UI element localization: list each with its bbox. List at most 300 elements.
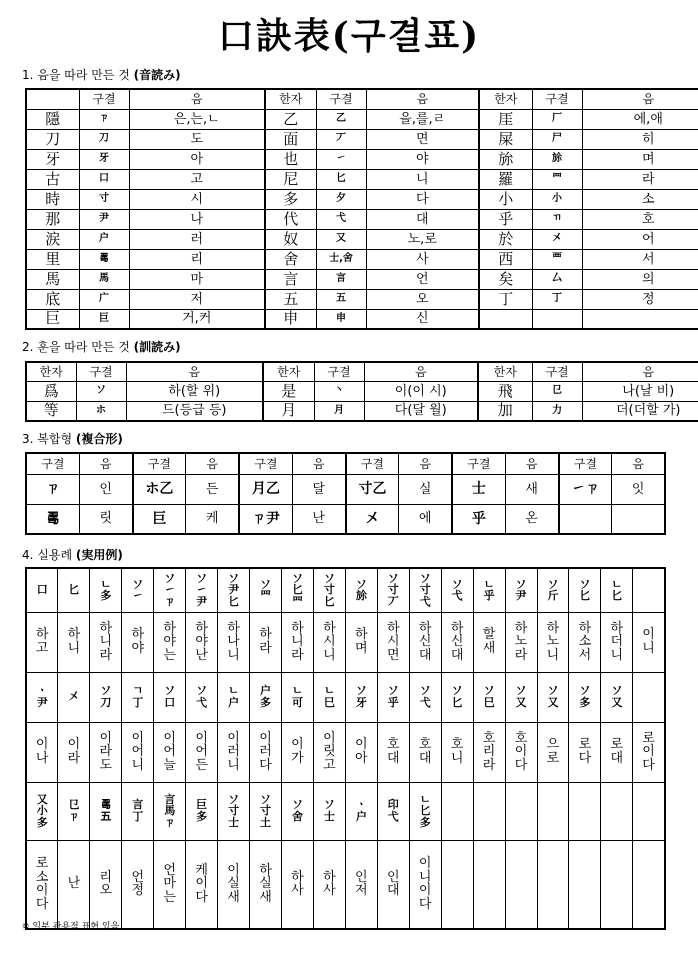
table-cell bbox=[186, 782, 218, 840]
table-cell bbox=[282, 722, 314, 782]
reading-text: 이나 bbox=[35, 737, 49, 766]
table-cell: 㐅 bbox=[532, 229, 582, 249]
table-row bbox=[26, 474, 665, 504]
gugyeol-mark: ソ舍 bbox=[291, 798, 303, 823]
table-cell: 言 bbox=[316, 269, 366, 289]
table-cell bbox=[441, 840, 473, 929]
reading-text: 으로 bbox=[546, 737, 560, 766]
table-cell: 巨 bbox=[79, 309, 129, 329]
column-header: 음 bbox=[582, 362, 698, 381]
table-cell bbox=[532, 309, 582, 329]
reading-text: 하시니 bbox=[323, 620, 336, 663]
table-cell: 匕 bbox=[316, 169, 366, 189]
table-cell: 言 bbox=[265, 269, 316, 289]
reading-text: 인저 bbox=[355, 869, 368, 899]
table-cell: 刀 bbox=[79, 129, 129, 149]
table-row bbox=[26, 249, 698, 269]
table-cell bbox=[154, 672, 186, 722]
reading-text: 이니이다 bbox=[418, 855, 432, 912]
table-cell: 리 bbox=[129, 249, 265, 269]
table-cell bbox=[58, 568, 90, 612]
table-cell: 力 bbox=[532, 401, 582, 421]
reading-text: 호대 bbox=[386, 737, 400, 766]
table-cell: 나(날 비) bbox=[582, 381, 698, 401]
reading-text: 이러니 bbox=[227, 730, 240, 773]
gugyeol-mark: ソ又 bbox=[547, 684, 559, 709]
gugyeol-mark: ソ寸丆 bbox=[387, 571, 399, 609]
table-cell bbox=[409, 612, 441, 672]
table-cell: 尸 bbox=[532, 129, 582, 149]
table-cell: 牙 bbox=[26, 149, 79, 169]
table-usage-examples bbox=[25, 567, 666, 930]
table-cell bbox=[186, 840, 218, 929]
table-cell bbox=[441, 782, 473, 840]
gugyeol-mark: ㆍ户 bbox=[355, 798, 367, 823]
gugyeol-mark: ソ寸士 bbox=[228, 792, 240, 829]
table-cell: 奴 bbox=[265, 229, 316, 249]
gugyeol-mark: ソ又 bbox=[515, 684, 527, 709]
table-cell: 那 bbox=[26, 209, 79, 229]
table-cell bbox=[313, 840, 345, 929]
table-cell: 㔾 bbox=[532, 381, 582, 401]
table-cell bbox=[377, 782, 409, 840]
column-header: 구결 bbox=[239, 453, 292, 474]
reading-text: 하야는 bbox=[163, 620, 176, 663]
table-cell: 罒 bbox=[532, 169, 582, 189]
table-cell bbox=[282, 612, 314, 672]
gugyeol-mark: 印弋 bbox=[387, 798, 399, 823]
table-cell: 於 bbox=[479, 229, 532, 249]
table-cell bbox=[537, 672, 569, 722]
reading-text: 할새 bbox=[482, 627, 496, 656]
reading-text: 호니 bbox=[450, 737, 464, 766]
table-cell bbox=[90, 612, 122, 672]
table-cell: 又 bbox=[316, 229, 366, 249]
table-cell bbox=[601, 568, 633, 612]
table-cell bbox=[154, 612, 186, 672]
table-cell: 羅 bbox=[479, 169, 532, 189]
table-row bbox=[26, 504, 665, 534]
column-header: 음 bbox=[505, 453, 558, 474]
table-cell: 夕 bbox=[316, 189, 366, 209]
table-cell bbox=[313, 568, 345, 612]
column-header: 음 bbox=[399, 453, 452, 474]
gugyeol-mark: ソ巳 bbox=[483, 684, 495, 709]
table-cell: 里 bbox=[26, 249, 79, 269]
table-cell: 古 bbox=[26, 169, 79, 189]
table-cell bbox=[569, 722, 601, 782]
table-cell bbox=[26, 672, 58, 722]
reading-text: 리오 bbox=[99, 869, 113, 899]
table-cell: 𠷎 bbox=[26, 504, 79, 534]
table-cell bbox=[537, 568, 569, 612]
table-cell: 아 bbox=[129, 149, 265, 169]
table-cell bbox=[26, 840, 58, 929]
table-cell bbox=[569, 568, 601, 612]
table-cell: 케 bbox=[186, 504, 239, 534]
gugyeol-mark: ㄱ丁 bbox=[132, 684, 144, 709]
gugyeol-mark: ソ寸匕 bbox=[323, 571, 335, 609]
table-cell: 인 bbox=[79, 474, 132, 504]
gugyeol-mark: ソ刀 bbox=[100, 684, 112, 709]
reading-text: 하사 bbox=[291, 869, 304, 899]
table-cell bbox=[313, 722, 345, 782]
table-cell: ㄗ尹 bbox=[239, 504, 292, 534]
column-header: 구결 bbox=[76, 362, 126, 381]
table-cell: 巨 bbox=[26, 309, 79, 329]
table-cell: 노,로 bbox=[366, 229, 479, 249]
table-cell bbox=[537, 722, 569, 782]
section-subtitle: (訓読み) bbox=[133, 340, 181, 354]
table-cell bbox=[345, 568, 377, 612]
table-cell bbox=[377, 840, 409, 929]
reading-text: 하나니 bbox=[227, 620, 240, 663]
reading-text: 하고 bbox=[35, 627, 49, 656]
table-cell bbox=[505, 782, 537, 840]
table-cell: 丶 bbox=[314, 381, 364, 401]
table-cell bbox=[612, 504, 665, 534]
table-cell: 오 bbox=[366, 289, 479, 309]
reading-text: 호리라 bbox=[482, 730, 496, 773]
table-cell: 丁 bbox=[532, 289, 582, 309]
table-cell bbox=[409, 568, 441, 612]
table-cell bbox=[345, 722, 377, 782]
table-compound-forms bbox=[25, 452, 666, 535]
reading-row bbox=[26, 840, 665, 929]
gugyeol-mark: ソ尹 bbox=[515, 577, 527, 603]
table-cell bbox=[377, 672, 409, 722]
table-cell: 온 bbox=[505, 504, 558, 534]
reading-text: 호이다 bbox=[514, 730, 528, 773]
column-header: 구결 bbox=[532, 362, 582, 381]
table-cell bbox=[58, 840, 90, 929]
column-header: 음 bbox=[582, 89, 698, 109]
table-cell: 户 bbox=[79, 229, 129, 249]
footnote: ※ 일부 관용적 표현 있음 bbox=[22, 922, 120, 932]
table-cell: 等 bbox=[26, 401, 76, 421]
table-cell: 乙 bbox=[265, 109, 316, 129]
table-cell: 히 bbox=[582, 129, 698, 149]
table-cell: 旀 bbox=[479, 149, 532, 169]
table-cell bbox=[345, 612, 377, 672]
column-header: 한자 bbox=[479, 89, 532, 109]
reading-text: 하시면 bbox=[386, 620, 400, 663]
reading-text: 이어니 bbox=[131, 730, 145, 773]
reading-text: 이릿고 bbox=[323, 730, 336, 773]
section-subtitle: (複合形) bbox=[75, 432, 123, 446]
gugyeol-mark: ソ又 bbox=[611, 684, 623, 709]
table-cell: ソ bbox=[76, 381, 126, 401]
table-cell: 면 bbox=[366, 129, 479, 149]
table-cell bbox=[154, 840, 186, 929]
gugyeol-mark: 㔾ㄗ bbox=[68, 798, 80, 823]
table-cell: 러 bbox=[129, 229, 265, 249]
table-cell: 에,애 bbox=[582, 109, 698, 129]
table-cell: 든 bbox=[186, 474, 239, 504]
table-cell bbox=[569, 782, 601, 840]
table-cell bbox=[58, 722, 90, 782]
table-cell: 牙 bbox=[79, 149, 129, 169]
reading-text: 로대 bbox=[610, 737, 624, 766]
column-header: 구결 bbox=[346, 453, 399, 474]
table-cell bbox=[90, 722, 122, 782]
table-cell: 도 bbox=[129, 129, 265, 149]
table-cell bbox=[601, 782, 633, 840]
table-cell: 달 bbox=[292, 474, 345, 504]
table-cell bbox=[58, 672, 90, 722]
table-cell bbox=[154, 782, 186, 840]
table-cell: 난 bbox=[292, 504, 345, 534]
gugyeol-mark: ㆍ尹 bbox=[36, 684, 48, 709]
table-cell: 야 bbox=[366, 149, 479, 169]
table-cell bbox=[282, 840, 314, 929]
column-header: 한자 bbox=[478, 362, 532, 381]
table-cell bbox=[441, 672, 473, 722]
table-cell: 面 bbox=[265, 129, 316, 149]
table-cell: 月 bbox=[263, 401, 314, 421]
table-cell bbox=[154, 722, 186, 782]
table-cell bbox=[559, 504, 612, 534]
table-cell bbox=[505, 672, 537, 722]
table-cell bbox=[250, 840, 282, 929]
gugyeol-mark: ソ罒 bbox=[260, 577, 272, 603]
reading-text: 하야 bbox=[131, 627, 145, 656]
table-cell bbox=[473, 722, 505, 782]
table-cell: 巨 bbox=[133, 504, 186, 534]
reading-text: 로소이다 bbox=[35, 855, 49, 912]
table-cell bbox=[537, 782, 569, 840]
gugyeol-row bbox=[26, 782, 665, 840]
table-cell bbox=[90, 782, 122, 840]
table-cell: 사 bbox=[366, 249, 479, 269]
table-cell: 口 bbox=[79, 169, 129, 189]
table-cell bbox=[186, 568, 218, 612]
reading-text: 이라도 bbox=[99, 730, 113, 773]
table-row bbox=[26, 289, 698, 309]
table-cell: 㐅 bbox=[346, 504, 399, 534]
table-cell bbox=[345, 672, 377, 722]
table-cell: 호 bbox=[582, 209, 698, 229]
table-cell: 飛 bbox=[478, 381, 532, 401]
gugyeol-mark: ㄴ匕多 bbox=[419, 792, 431, 829]
table-cell bbox=[122, 672, 154, 722]
table-cell bbox=[409, 672, 441, 722]
table-cell bbox=[505, 568, 537, 612]
reading-text: 케이다 bbox=[195, 862, 208, 906]
gugyeol-row bbox=[26, 672, 665, 722]
gugyeol-mark: 㐅 bbox=[68, 690, 80, 704]
table-cell bbox=[218, 672, 250, 722]
table-cell bbox=[473, 612, 505, 672]
table-cell bbox=[218, 722, 250, 782]
table-cell: ホ乙 bbox=[133, 474, 186, 504]
table-cell: 소 bbox=[582, 189, 698, 209]
table-cell bbox=[313, 672, 345, 722]
table-cell bbox=[26, 782, 58, 840]
table-cell: 西 bbox=[479, 249, 532, 269]
table-cell: 矣 bbox=[479, 269, 532, 289]
gugyeol-mark: ソ尹匕 bbox=[228, 571, 240, 609]
table-cell: 더(더할 가) bbox=[582, 401, 698, 421]
table-cell bbox=[601, 672, 633, 722]
gugyeol-mark: ㄴ匕 bbox=[611, 577, 623, 603]
page-title: 口訣表(구결표) bbox=[217, 15, 481, 57]
table-cell: 丁 bbox=[479, 289, 532, 309]
reading-text: 하니라 bbox=[99, 620, 113, 663]
column-header: 구결 bbox=[79, 89, 129, 109]
gugyeol-mark: ソ牙 bbox=[355, 684, 367, 709]
gugyeol-mark: ソ寸弋 bbox=[419, 571, 431, 609]
section-subtitle: (音読み) bbox=[133, 68, 181, 82]
table-cell: 厶 bbox=[532, 269, 582, 289]
table-cell bbox=[377, 722, 409, 782]
reading-text: 이어든 bbox=[195, 730, 208, 773]
table-cell: 寸乙 bbox=[346, 474, 399, 504]
column-header: 구결 bbox=[314, 362, 364, 381]
table-cell bbox=[345, 840, 377, 929]
table-row bbox=[26, 401, 698, 421]
table-cell bbox=[569, 612, 601, 672]
reading-text: 이어늘 bbox=[163, 730, 176, 773]
table-cell: 弋 bbox=[316, 209, 366, 229]
table-cell: 申 bbox=[265, 309, 316, 329]
table-cell: 爲 bbox=[26, 381, 76, 401]
table-cell: 㫆 bbox=[532, 149, 582, 169]
table-cell bbox=[633, 612, 665, 672]
reading-text: 하신대 bbox=[450, 620, 464, 663]
column-header: 음 bbox=[186, 453, 239, 474]
table-cell bbox=[282, 568, 314, 612]
table-cell: 刀 bbox=[26, 129, 79, 149]
table-cell bbox=[186, 612, 218, 672]
gugyeol-mark: 又小多 bbox=[36, 792, 48, 829]
table-cell bbox=[250, 782, 282, 840]
table-cell: 寸 bbox=[79, 189, 129, 209]
table-cell: 士 bbox=[452, 474, 505, 504]
table-cell bbox=[122, 840, 154, 929]
header-row bbox=[26, 362, 698, 381]
table-cell bbox=[537, 840, 569, 929]
table-cell: ㄗ bbox=[26, 474, 79, 504]
gugyeol-mark: ソ斤 bbox=[547, 577, 559, 603]
gugyeol-mark: 言丁 bbox=[132, 798, 144, 823]
table-cell: 申 bbox=[316, 309, 366, 329]
table-cell: 馬 bbox=[79, 269, 129, 289]
table-cell: ㄲ bbox=[532, 209, 582, 229]
gugyeol-mark: ㄴ户 bbox=[228, 684, 240, 709]
reading-text: 하며 bbox=[355, 627, 368, 656]
gugyeol-mark: ソ㫆 bbox=[355, 577, 367, 603]
table-cell bbox=[122, 612, 154, 672]
table-cell: 에 bbox=[399, 504, 452, 534]
column-header: 음 bbox=[129, 89, 265, 109]
reading-text: 하라 bbox=[259, 627, 272, 656]
table-cell bbox=[601, 612, 633, 672]
reading-text: 이가 bbox=[291, 737, 304, 766]
table-cell bbox=[218, 568, 250, 612]
reading-row bbox=[26, 722, 665, 782]
gugyeol-mark: ソ乎 bbox=[387, 684, 399, 709]
table-cell: 加 bbox=[478, 401, 532, 421]
table-cell bbox=[250, 672, 282, 722]
gugyeol-mark: ソ㇀ bbox=[132, 577, 144, 603]
table-cell: 이(이 시) bbox=[364, 381, 478, 401]
table-cell: 乎 bbox=[452, 504, 505, 534]
table-cell: ホ bbox=[76, 401, 126, 421]
table-row bbox=[26, 149, 698, 169]
column-header: 음 bbox=[612, 453, 665, 474]
table-cell bbox=[633, 568, 665, 612]
table-cell bbox=[26, 722, 58, 782]
gugyeol-mark: ソ士 bbox=[323, 798, 335, 823]
table-cell: ㇀ㄗ bbox=[559, 474, 612, 504]
gugyeol-mark: ソ多 bbox=[579, 684, 591, 709]
section-label: 4. 실용례 bbox=[22, 548, 76, 562]
table-cell: 隱 bbox=[26, 109, 79, 129]
table-cell bbox=[601, 722, 633, 782]
table-cell bbox=[58, 782, 90, 840]
table-cell: 小 bbox=[479, 189, 532, 209]
table-cell bbox=[250, 568, 282, 612]
column-header: 구결 bbox=[133, 453, 186, 474]
table-cell: 실 bbox=[399, 474, 452, 504]
table-cell: 代 bbox=[265, 209, 316, 229]
table-cell: 五 bbox=[265, 289, 316, 309]
gugyeol-mark: 口 bbox=[36, 583, 48, 597]
table-cell bbox=[250, 612, 282, 672]
table-cell bbox=[282, 782, 314, 840]
table-meaning-based bbox=[25, 361, 698, 422]
table-cell: 시 bbox=[129, 189, 265, 209]
gugyeol-mark: 户多 bbox=[260, 684, 272, 709]
table-cell bbox=[473, 672, 505, 722]
table-cell: 언 bbox=[366, 269, 479, 289]
reading-text: 하니라 bbox=[291, 620, 304, 663]
gugyeol-mark: ソ匕罒 bbox=[291, 571, 303, 609]
reading-text: 로이다 bbox=[642, 730, 655, 773]
table-cell: 乙 bbox=[316, 109, 366, 129]
reading-text: 하소서 bbox=[578, 620, 592, 663]
gugyeol-mark: ソ弋 bbox=[196, 684, 208, 709]
section-subtitle: (実用例) bbox=[75, 548, 123, 562]
table-cell bbox=[409, 782, 441, 840]
table-cell: 의 bbox=[582, 269, 698, 289]
table-cell bbox=[313, 782, 345, 840]
table-cell bbox=[218, 612, 250, 672]
reading-text: 호대 bbox=[418, 737, 432, 766]
reading-text: 하더니 bbox=[610, 620, 624, 663]
reading-text: 언정 bbox=[131, 869, 145, 899]
reading-text: 하노니 bbox=[546, 620, 560, 663]
table-cell: 時 bbox=[26, 189, 79, 209]
gugyeol-mark: 匕 bbox=[68, 583, 80, 597]
column-header: 음 bbox=[366, 89, 479, 109]
table-cell bbox=[633, 672, 665, 722]
table-cell bbox=[122, 782, 154, 840]
table-row bbox=[26, 209, 698, 229]
table-cell bbox=[633, 782, 665, 840]
table-cell: 厓 bbox=[479, 109, 532, 129]
table-cell bbox=[409, 722, 441, 782]
table-cell: ㄗ bbox=[79, 109, 129, 129]
column-header: 음 bbox=[292, 453, 345, 474]
table-cell bbox=[186, 672, 218, 722]
column-header bbox=[26, 89, 79, 109]
table-cell bbox=[154, 568, 186, 612]
table-cell: 드(등급 등) bbox=[126, 401, 263, 421]
table-cell: 다 bbox=[366, 189, 479, 209]
table-cell bbox=[569, 840, 601, 929]
